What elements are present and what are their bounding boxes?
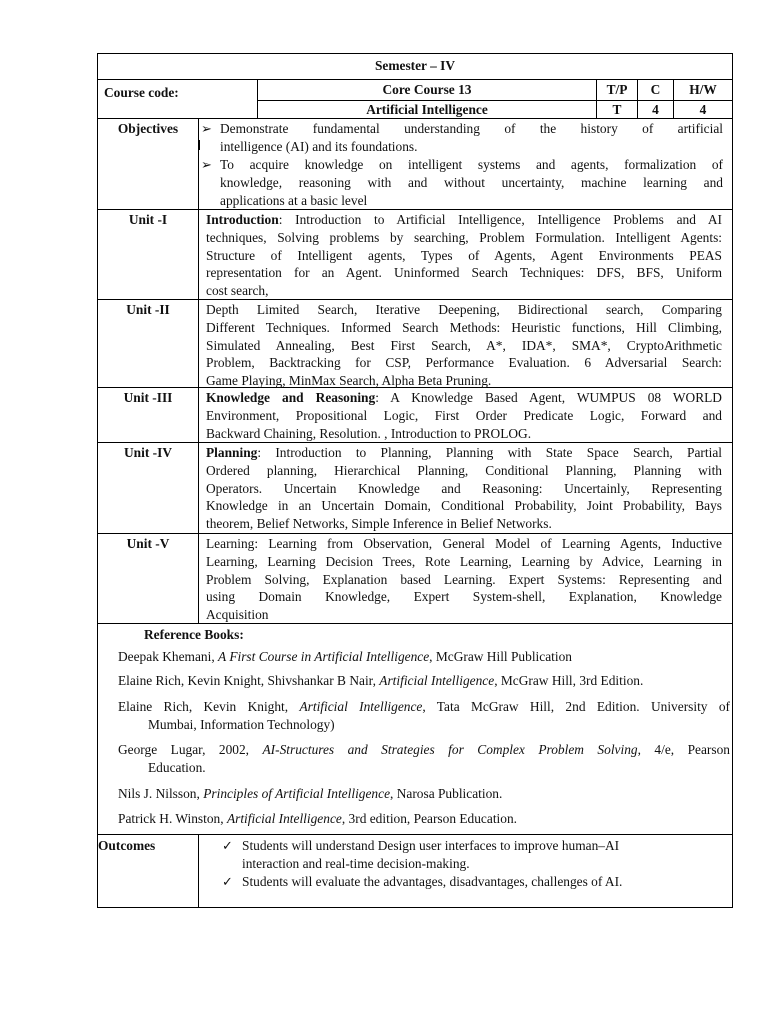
rule (98, 834, 732, 835)
rule (198, 118, 199, 624)
unit-content: Learning: Learning from Observation, General Model of Learning Agents, Inductive Learning, Learning Decision Trees, Rote Learning, Learning by Advice, Learning in Problem Solving, Explanation based Learning. Expert Systems: Representing and using Domain Knowledge, Expert System-shell, Explanation, Knowledge Acquisition (206, 536, 722, 623)
objective-item: To acquire knowledge on intelligent systems and agents, formalization of knowledge, reasoning with and without uncertainty, machine learning and applications at a basic level (220, 157, 723, 208)
course-number: Core Course 13 (382, 82, 472, 97)
hours-value: 4 (699, 102, 707, 117)
reference-item: Elaine Rich, Kevin Knight, Shivshankar B Nair, Artificial Intelligence, McGraw Hill, 3rd Edition. (118, 673, 644, 688)
tp-header: T/P (606, 82, 628, 97)
rule (98, 533, 732, 534)
hours-header: H/W (689, 82, 717, 97)
unit-content: Knowledge and Reasoning: A Knowledge Based Agent, WUMPUS 08 WORLD Environment, Propositional Logic, First Order Predicate Logic, Forward and Backward Chaining, Resolution. , Introduction to PROLOG. (206, 390, 722, 441)
objective-item: Demonstrate fundamental understanding of the history of artificial intelligence (AI) and its foundations. (220, 121, 723, 154)
course-code-label: Course code: (104, 85, 179, 100)
tp-value: T (612, 102, 622, 117)
unit-label: Unit -III (123, 390, 173, 405)
arrow-bullet-icon: ➢ (201, 121, 212, 136)
reference-item: Deepak Khemani, A First Course in Artificial Intelligence, McGraw Hill Publication (118, 649, 572, 664)
syllabus-table (97, 53, 733, 908)
reference-item: Elaine Rich, Kevin Knight, Artificial Intelligence, Tata McGraw Hill, 2nd Edition. University of Mumbai, Information Technology) (118, 699, 730, 732)
outcomes-label: Outcomes (98, 838, 156, 853)
course-title: Artificial Intelligence (366, 102, 488, 117)
rule (198, 834, 199, 908)
credits-header: C (650, 82, 661, 97)
semester-heading: Semester – IV (374, 58, 456, 73)
credits-value: 4 (652, 102, 659, 117)
unit-content: Planning: Introduction to Planning, Planning with State Space Search, Partial Ordered planning, Hierarchical Planning, Conditional Planning, Planning with Operators. Uncertain Knowledge and Reasoning: Uncertainly, Representing Knowledge in an Uncertain Domain, Conditional Probability, Joint Probability, Bays theorem, Belief Networks, Simple Inference in Belief Networks. (206, 445, 722, 532)
rule (199, 140, 200, 150)
check-icon: ✓ (222, 874, 233, 889)
reference-item: George Lugar, 2002, AI-Structures and Strategies for Complex Problem Solving, 4/e, Pearson Education. (118, 742, 730, 775)
unit-label: Unit -IV (124, 445, 172, 460)
outcome-item: Students will evaluate the advantages, disadvantages, challenges of AI. (242, 874, 623, 889)
unit-content: Depth Limited Search, Iterative Deepening, Bidirectional search, Comparing Different Techniques. Informed Search Methods: Heuristic functions, Hill Climbing, Simulated Annealing, Best First Search, A*, IDA*, SMA*, CryptoArithmetic Problem, Backtracking for CSP, Performance Evaluation. 6 Adversarial Search: Game Playing, MinMax Search, Alpha Beta Pruning. (206, 302, 722, 389)
unit-label: Unit -V (126, 536, 170, 551)
unit-content: Introduction: Introduction to Artificial Intelligence, Intelligence Problems and AI techniques, Solving problems by searching, Problem Formulation. Intelligent Agents: Structure of Intelligent agents, Types of Agents, Agent Environments PEAS representation for an Agent. Uninformed Search Techniques: DFS, BFS, Uniform cost search, (206, 212, 722, 299)
reference-books-heading: Reference Books: (144, 627, 244, 642)
unit-label: Unit -I (128, 212, 168, 227)
objectives-label: Objectives (117, 121, 179, 136)
check-icon: ✓ (222, 838, 233, 853)
arrow-bullet-icon: ➢ (201, 157, 212, 172)
unit-label: Unit -II (126, 302, 170, 317)
outcome-item: Students will understand Design user interfaces to improve human–AI interaction and real-time decision-making. (242, 838, 620, 871)
reference-item: Patrick H. Winston, Artificial Intelligence, 3rd edition, Pearson Education. (118, 811, 518, 826)
reference-item: Nils J. Nilsson, Principles of Artificial Intelligence, Narosa Publication. (118, 786, 503, 801)
